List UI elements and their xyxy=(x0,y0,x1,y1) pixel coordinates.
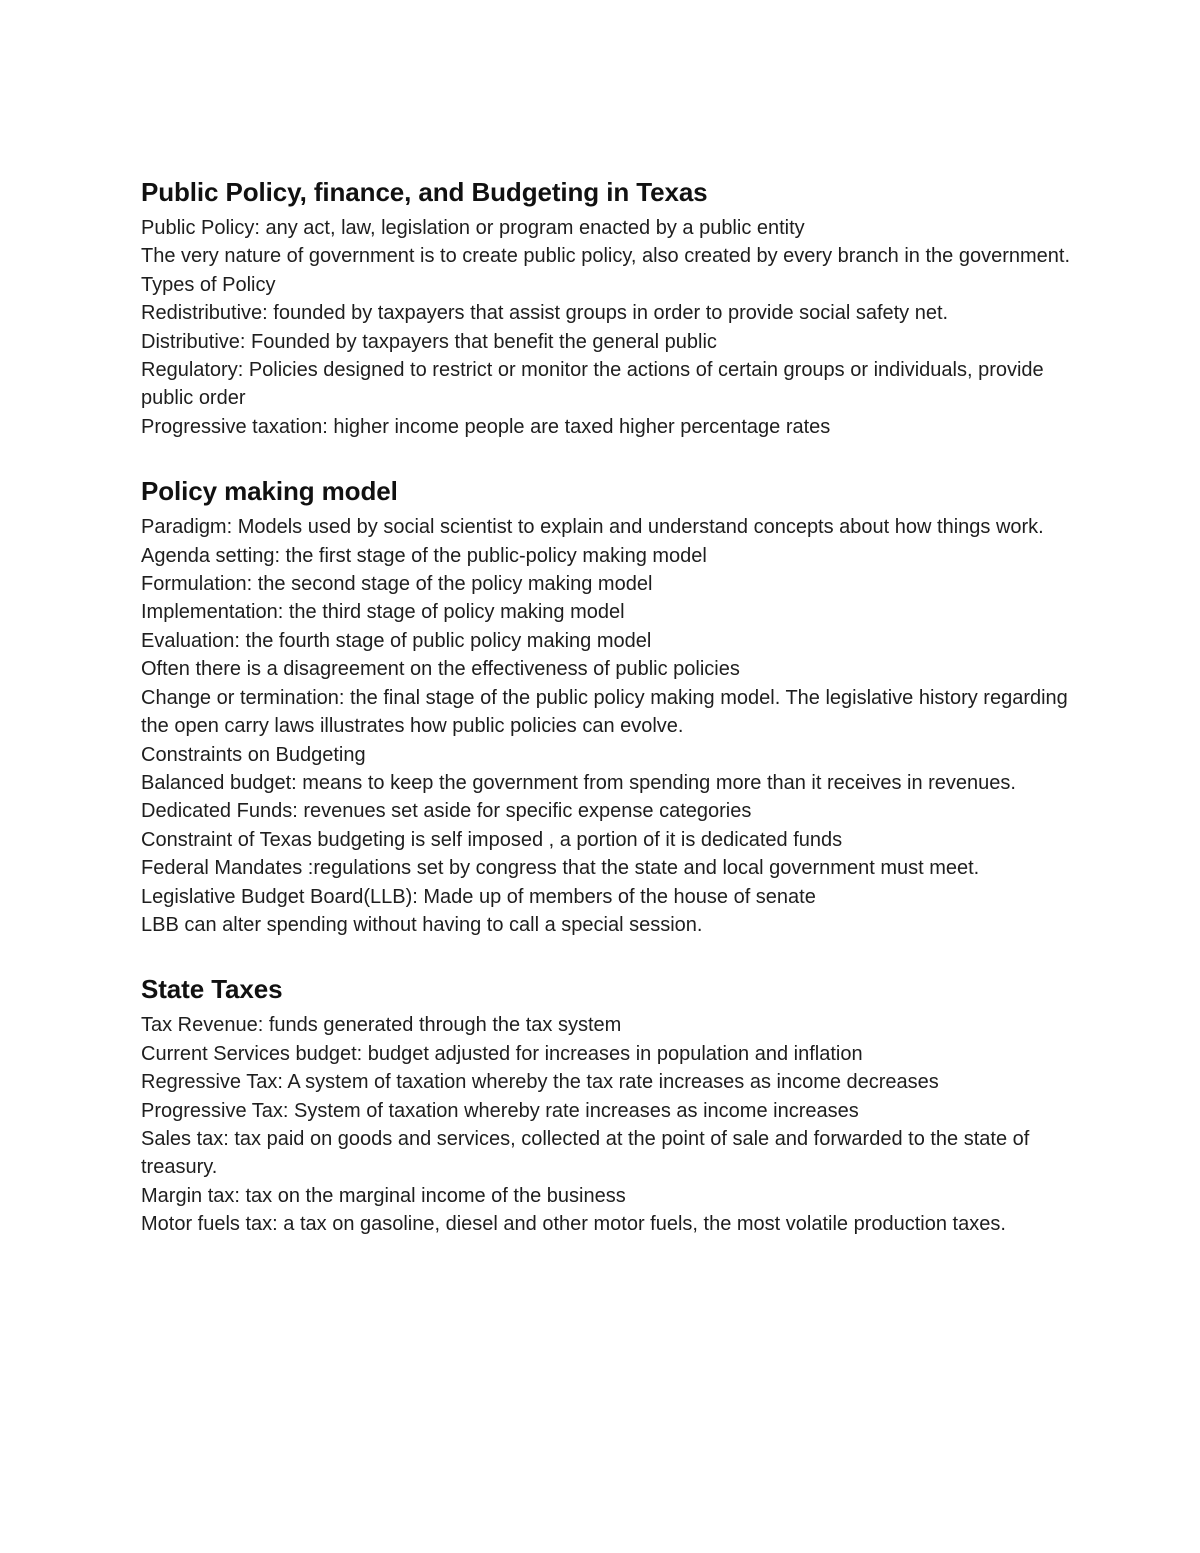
text-line: Tax Revenue: funds generated through the tax system xyxy=(141,1014,622,1037)
document-page xyxy=(141,172,1071,1239)
text-line: Implementation: the third stage of policy making model xyxy=(141,601,625,624)
section-lines xyxy=(141,1011,1071,1238)
section-lines xyxy=(141,513,1071,939)
section-policy-making-model xyxy=(141,471,1071,939)
text-line: Margin tax: tax on the marginal income of the business xyxy=(141,1184,626,1207)
text-line: Progressive Tax: System of taxation whereby rate increases as income increases xyxy=(141,1099,859,1122)
text-line: Federal Mandates :regulations set by congress that the state and local government must meet. xyxy=(141,857,980,880)
text-line: Redistributive: founded by taxpayers that assist groups in order to provide social safety net. xyxy=(141,302,949,325)
text-line: Legislative Budget Board(LLB): Made up of members of the house of senate xyxy=(141,885,816,908)
text-line: Distributive: Founded by taxpayers that benefit the general public xyxy=(141,330,717,353)
section-title: State Taxes xyxy=(141,974,283,1005)
text-line: Motor fuels tax: a tax on gasoline, diesel and other motor fuels, the most volatile production taxes. xyxy=(141,1213,1006,1236)
text-line: Current Services budget: budget adjusted for increases in population and inflation xyxy=(141,1042,863,1065)
text-line: Public Policy: any act, law, legislation or program enacted by a public entity xyxy=(141,217,805,239)
section-lines xyxy=(141,214,1071,441)
text-line: Change or termination: the final stage of the public policy making model. The legislative history regarding the open carry laws illustrates how public policies can evolve. xyxy=(141,686,1068,738)
text-line: Formulation: the second stage of the policy making model xyxy=(141,573,653,596)
text-line: Often there is a disagreement on the effectiveness of public policies xyxy=(141,658,740,681)
text-line: Paradigm: Models used by social scientist to explain and understand concepts about how things work. xyxy=(141,516,1044,539)
text-line: Types of Policy xyxy=(141,273,276,296)
text-line: Sales tax: tax paid on goods and services, collected at the point of sale and forwarded to the state of treasury. xyxy=(141,1127,1030,1179)
text-line: Dedicated Funds: revenues set aside for specific expense categories xyxy=(141,800,752,823)
section-title: Public Policy, finance, and Budgeting in Texas xyxy=(141,177,708,207)
section-title: Policy making model xyxy=(141,476,398,507)
text-line: Constraints on Budgeting xyxy=(141,743,366,766)
text-line: Progressive taxation: higher income people are taxed higher percentage rates xyxy=(141,415,831,438)
text-line: Balanced budget: means to keep the government from spending more than it receives in revenues. xyxy=(141,771,1016,794)
section-state-taxes xyxy=(141,969,1071,1238)
section-public-policy xyxy=(141,172,1071,441)
text-line: Regulatory: Policies designed to restrict or monitor the actions of certain groups or individuals, provide public order xyxy=(141,359,1044,410)
text-line: Regressive Tax: A system of taxation whereby the tax rate increases as income decreases xyxy=(141,1071,939,1094)
text-line: Constraint of Texas budgeting is self imposed , a portion of it is dedicated funds xyxy=(141,828,843,851)
text-line: The very nature of government is to create public policy, also created by every branch in the government. xyxy=(141,245,1071,268)
text-line: Evaluation: the fourth stage of public policy making model xyxy=(141,629,652,652)
text-line: Agenda setting: the first stage of the public-policy making model xyxy=(141,544,707,567)
text-line: LBB can alter spending without having to call a special session. xyxy=(141,913,703,936)
